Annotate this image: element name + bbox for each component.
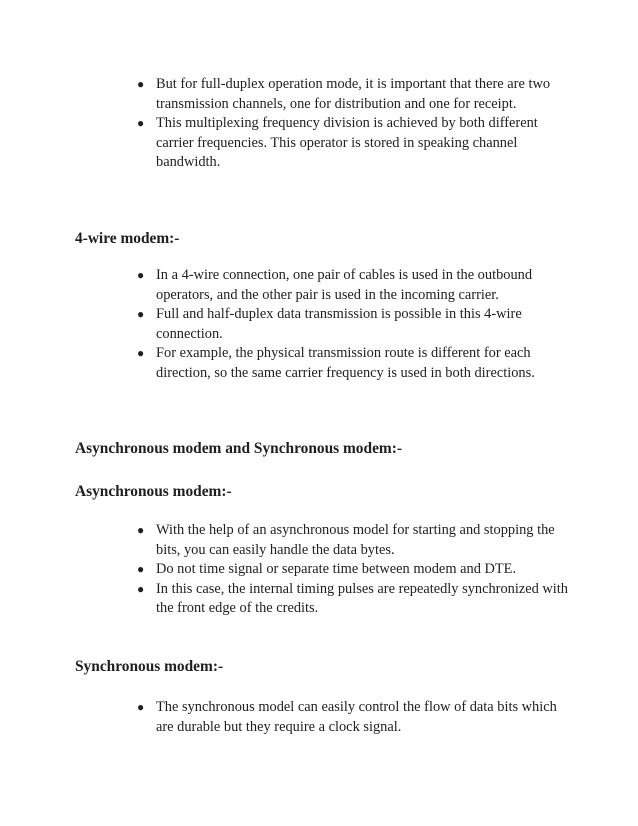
bullet-list-asynchronous <box>137 521 577 619</box>
list-item-text: With the help of an asynchronous model for starting and stopping the bits, you can easily handle the data bytes. <box>156 522 555 558</box>
list-item-text: The synchronous model can easily control the flow of data bits which are durable but they require a clock signal. <box>156 699 557 735</box>
bullet-icon: ● <box>137 116 145 131</box>
list-item <box>137 698 577 737</box>
list-item-text: This multiplexing frequency division is achieved by both different carrier frequencies. This operator is stored in speaking channel bandwidth. <box>156 115 538 171</box>
heading-synchronous-modem: Synchronous modem:- <box>75 658 224 675</box>
bullet-icon: ● <box>137 562 145 577</box>
list-item-text: For example, the physical transmission route is different for each direction, so the same carrier frequency is used in both directions. <box>156 345 535 381</box>
list-item-text: But for full-duplex operation mode, it is important that there are two transmission channels, one for distribution and one for receipt. <box>156 76 551 112</box>
list-item <box>137 560 577 580</box>
list-item <box>137 114 577 173</box>
heading-asynchronous-modem: Asynchronous modem:- <box>75 483 232 500</box>
bullet-list-4-wire <box>137 266 577 384</box>
bullet-list-top <box>137 75 577 173</box>
bullet-icon: ● <box>137 346 145 361</box>
bullet-icon: ● <box>137 268 145 282</box>
bullet-icon: ● <box>137 307 145 322</box>
list-item <box>137 75 577 114</box>
list-item <box>137 305 577 344</box>
bullet-icon: ● <box>137 700 145 714</box>
list-item-text: Do not time signal or separate time between modem and DTE. <box>156 561 517 578</box>
list-item-text: In a 4-wire connection, one pair of cables is used in the outbound operators, and the other pair is used in the incoming carrier. <box>156 267 533 303</box>
heading-async-sync-modem: Asynchronous modem and Synchronous modem:- <box>75 440 402 457</box>
list-item <box>137 344 577 383</box>
bullet-icon: ● <box>137 523 145 537</box>
bullet-icon: ● <box>137 77 145 91</box>
heading-4-wire-modem: 4-wire modem:- <box>75 230 180 247</box>
list-item <box>137 266 577 305</box>
bullet-list-synchronous <box>137 698 577 737</box>
list-item <box>137 521 577 560</box>
list-item <box>137 580 577 619</box>
bullet-icon: ● <box>137 581 145 596</box>
list-item-text: Full and half-duplex data transmission is possible in this 4-wire connection. <box>156 306 522 342</box>
list-item-text: In this case, the internal timing pulses are repeatedly synchronized with the front edge of the credits. <box>156 580 569 617</box>
